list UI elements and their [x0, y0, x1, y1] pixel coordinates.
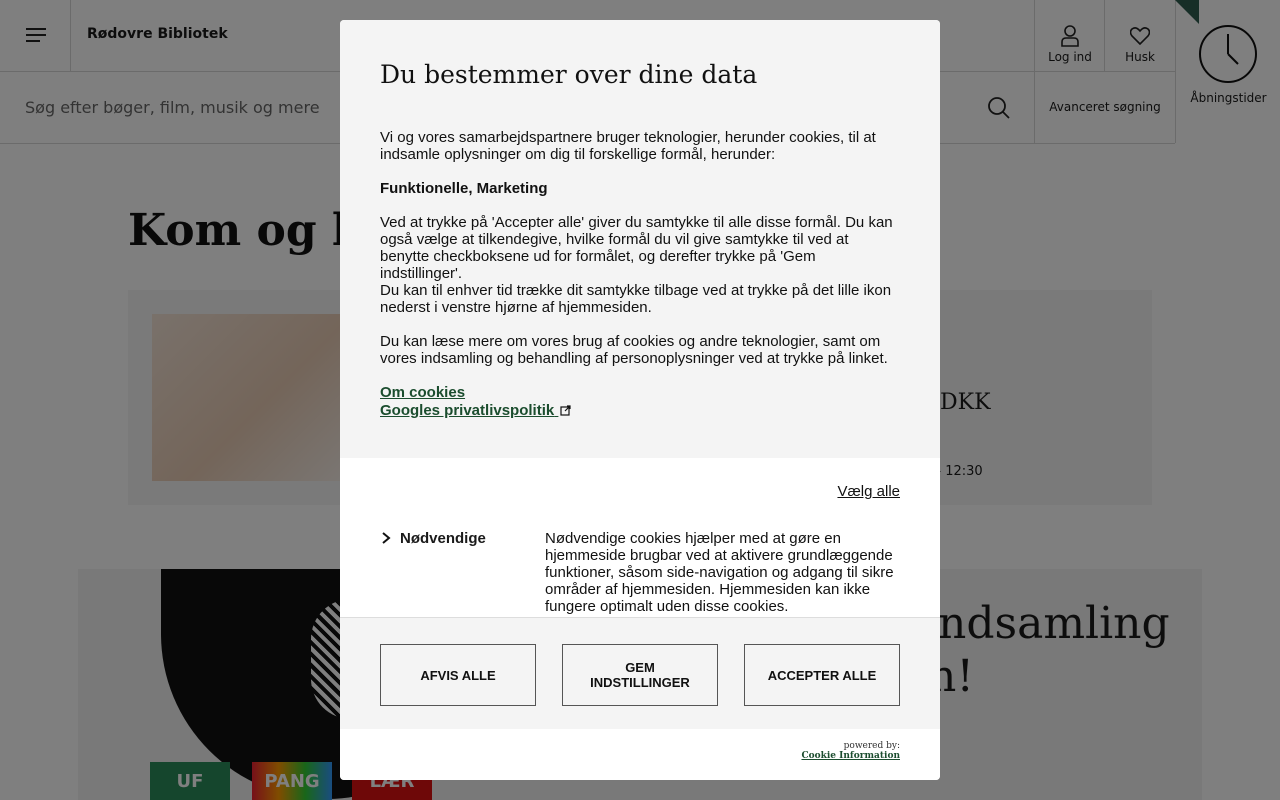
- dialog-footer: [340, 729, 940, 780]
- consent-info-section: [340, 20, 940, 458]
- google-privacy-link-label: Googles privatlivspolitik: [380, 402, 555, 419]
- category-necessary-toggle[interactable]: Nødvendige: [400, 530, 486, 547]
- powered-by-label: powered by:: [843, 741, 900, 751]
- more-info-text: Du kan læse mere om vores brug af cookies og andre teknologier, samt om vores indsamling og behandling af personoplysninger ved at trykke på linket.: [380, 333, 888, 367]
- intro-text: Vi og vores samarbejdspartnere bruger teknologier, herunder cookies, til at indsamle oplysninger om dig til forskellige formål, herunder:: [380, 129, 876, 163]
- cookie-categories: [340, 458, 940, 618]
- about-cookies-link[interactable]: Om cookies: [380, 384, 466, 401]
- save-settings-button[interactable]: GEM INDSTILLINGER: [562, 644, 718, 706]
- google-privacy-link[interactable]: [380, 402, 900, 420]
- purposes-text: Funktionelle, Marketing: [380, 180, 548, 197]
- withdraw-text: Du kan til enhver tid trække dit samtykke tilbage ved at trykke på det lille ikon nederst i venstre hjørne af hjemmesiden.: [380, 282, 892, 316]
- select-all-link[interactable]: Vælg alle: [837, 483, 900, 500]
- cookie-information-link[interactable]: Cookie Information: [801, 751, 900, 761]
- chevron-right-icon[interactable]: [380, 532, 392, 544]
- category-necessary-description: Nødvendige cookies hjælper med at gøre en hjemmeside brugbar ved at aktivere grundlæggende funktioner, såsom side-navigation og adgang til sikre områder af hjemmesiden. Hjemmesiden kan ikke fungere optimalt uden disse cookies.: [545, 530, 894, 615]
- consent-actions: [340, 617, 940, 730]
- consent-text: Ved at trykke på 'Accepter alle' giver du samtykke til alle disse formål. Du kan også vælge at tilkendegive, hvilke formål du vil give samtykke til ved at benytte checkboksene ud for formålet, og derefter trykke på 'Gem indstillinger'.: [380, 214, 893, 282]
- reject-all-button[interactable]: AFVIS ALLE: [380, 644, 536, 706]
- cookie-consent-dialog: [340, 20, 940, 780]
- dialog-title: Du bestemmer over dine data: [380, 60, 758, 89]
- powered-by: [801, 741, 900, 761]
- consent-body: [380, 129, 900, 420]
- accept-all-button[interactable]: ACCEPTER ALLE: [744, 644, 900, 706]
- external-link-icon: [560, 405, 571, 416]
